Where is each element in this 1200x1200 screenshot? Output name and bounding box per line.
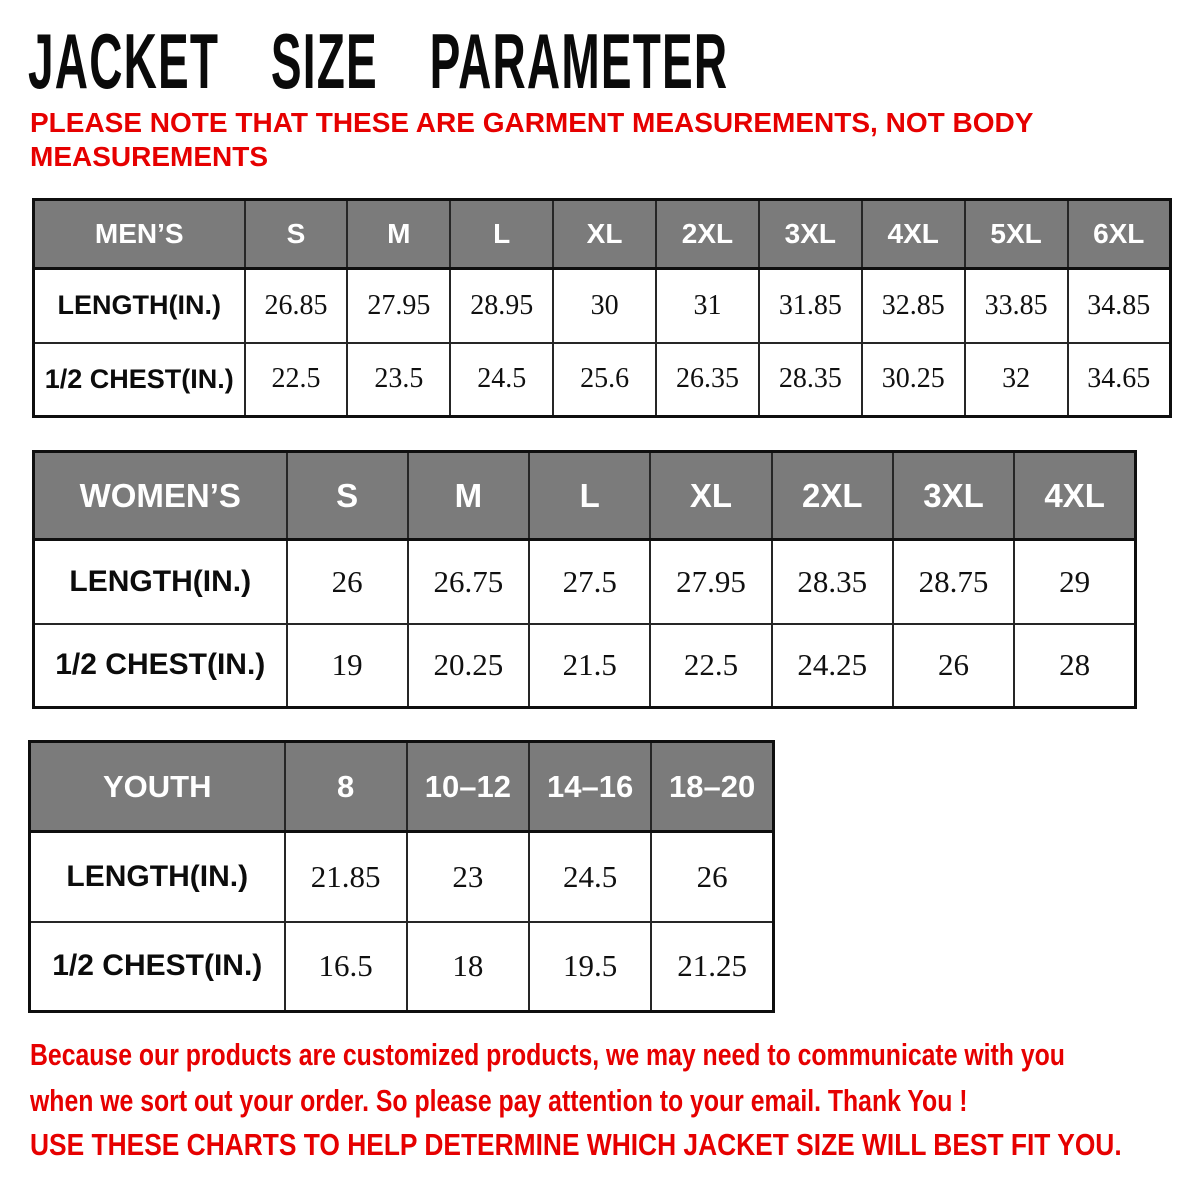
fit-advice-line: USE THESE CHARTS TO HELP DETERMINE WHICH JACKET SIZE WILL BEST FIT YOU. bbox=[30, 1127, 1122, 1162]
measurement-label: LENGTH(IN.) bbox=[30, 832, 285, 922]
measurement-value: 32 bbox=[965, 343, 1068, 417]
measurement-value: 29 bbox=[1014, 540, 1135, 624]
womens-size-header: M bbox=[408, 452, 529, 540]
mens-size-header: M bbox=[347, 200, 450, 269]
youth-size-header: 10–12 bbox=[407, 742, 529, 832]
note-line-1: PLEASE NOTE THAT THESE ARE GARMENT MEASUREMENTS, NOT BODY bbox=[30, 107, 1034, 138]
measurement-value: 22.5 bbox=[245, 343, 348, 417]
measurement-value: 28.35 bbox=[759, 343, 862, 417]
measurement-value: 26 bbox=[287, 540, 408, 624]
measurement-value: 31.85 bbox=[759, 269, 862, 343]
womens-size-header: 4XL bbox=[1014, 452, 1135, 540]
measurement-label: LENGTH(IN.) bbox=[34, 540, 287, 624]
measurement-value: 26 bbox=[893, 624, 1014, 708]
note-line-2: MEASUREMENTS bbox=[30, 141, 269, 172]
measurement-value: 21.85 bbox=[285, 832, 407, 922]
measurement-value: 22.5 bbox=[650, 624, 771, 708]
measurement-value: 28 bbox=[1014, 624, 1135, 708]
mens-size-header: 2XL bbox=[656, 200, 759, 269]
youth-table-row bbox=[30, 922, 774, 1012]
measurement-value: 26.85 bbox=[245, 269, 348, 343]
measurement-value: 31 bbox=[656, 269, 759, 343]
measurement-value: 25.6 bbox=[553, 343, 656, 417]
measurement-value: 23 bbox=[407, 832, 529, 922]
youth-table-row bbox=[30, 832, 774, 922]
measurement-value: 23.5 bbox=[347, 343, 450, 417]
measurement-value: 27.5 bbox=[529, 540, 650, 624]
measurement-label: 1/2 CHEST(IN.) bbox=[30, 922, 285, 1012]
measurement-value: 26.35 bbox=[656, 343, 759, 417]
measurement-value: 34.65 bbox=[1068, 343, 1171, 417]
measurement-value: 26 bbox=[651, 832, 773, 922]
measurement-value: 24.5 bbox=[450, 343, 553, 417]
womens-table-title: WOMEN’S bbox=[34, 452, 287, 540]
mens-size-header: S bbox=[245, 200, 348, 269]
customization-notice-line-2: when we sort out your order. So please pay attention to your email. Thank You ! bbox=[30, 1083, 968, 1118]
measurement-value: 27.95 bbox=[650, 540, 771, 624]
youth-size-header: 18–20 bbox=[651, 742, 773, 832]
measurement-value: 28.75 bbox=[893, 540, 1014, 624]
measurement-value: 21.25 bbox=[651, 922, 773, 1012]
womens-size-header: 3XL bbox=[893, 452, 1014, 540]
youth-size-header: 8 bbox=[285, 742, 407, 832]
mens-size-table bbox=[32, 198, 1172, 418]
womens-size-header: L bbox=[529, 452, 650, 540]
measurement-value: 30 bbox=[553, 269, 656, 343]
womens-table-row bbox=[34, 540, 1136, 624]
womens-size-header: S bbox=[287, 452, 408, 540]
mens-table-title: MEN’S bbox=[34, 200, 245, 269]
measurement-value: 30.25 bbox=[862, 343, 965, 417]
youth-table-title: YOUTH bbox=[30, 742, 285, 832]
measurement-value: 18 bbox=[407, 922, 529, 1012]
measurement-value: 21.5 bbox=[529, 624, 650, 708]
womens-table-row bbox=[34, 624, 1136, 708]
mens-size-header: 6XL bbox=[1068, 200, 1171, 269]
youth-size-header: 14–16 bbox=[529, 742, 651, 832]
measurement-value: 24.25 bbox=[772, 624, 893, 708]
womens-size-header: XL bbox=[650, 452, 771, 540]
measurement-value: 19 bbox=[287, 624, 408, 708]
measurement-label: 1/2 CHEST(IN.) bbox=[34, 343, 245, 417]
garment-measurement-note bbox=[30, 106, 1033, 174]
womens-size-header: 2XL bbox=[772, 452, 893, 540]
measurement-value: 16.5 bbox=[285, 922, 407, 1012]
measurement-value: 19.5 bbox=[529, 922, 651, 1012]
measurement-value: 24.5 bbox=[529, 832, 651, 922]
measurement-value: 20.25 bbox=[408, 624, 529, 708]
measurement-value: 27.95 bbox=[347, 269, 450, 343]
customization-notice-line-1: Because our products are customized products, we may need to communicate with you bbox=[30, 1037, 1065, 1072]
measurement-value: 26.75 bbox=[408, 540, 529, 624]
page-title: JACKET SIZE PARAMETER bbox=[28, 17, 729, 105]
measurement-label: 1/2 CHEST(IN.) bbox=[34, 624, 287, 708]
measurement-value: 28.35 bbox=[772, 540, 893, 624]
measurement-value: 34.85 bbox=[1068, 269, 1171, 343]
mens-table-row bbox=[34, 343, 1171, 417]
womens-size-table bbox=[32, 450, 1137, 709]
mens-size-header: 3XL bbox=[759, 200, 862, 269]
mens-table-row bbox=[34, 269, 1171, 343]
measurement-value: 32.85 bbox=[862, 269, 965, 343]
customization-notice bbox=[30, 1032, 1065, 1124]
measurement-label: LENGTH(IN.) bbox=[34, 269, 245, 343]
measurement-value: 28.95 bbox=[450, 269, 553, 343]
youth-size-table bbox=[28, 740, 775, 1013]
measurement-value: 33.85 bbox=[965, 269, 1068, 343]
mens-size-header: 5XL bbox=[965, 200, 1068, 269]
mens-size-header: L bbox=[450, 200, 553, 269]
mens-size-header: XL bbox=[553, 200, 656, 269]
mens-size-header: 4XL bbox=[862, 200, 965, 269]
